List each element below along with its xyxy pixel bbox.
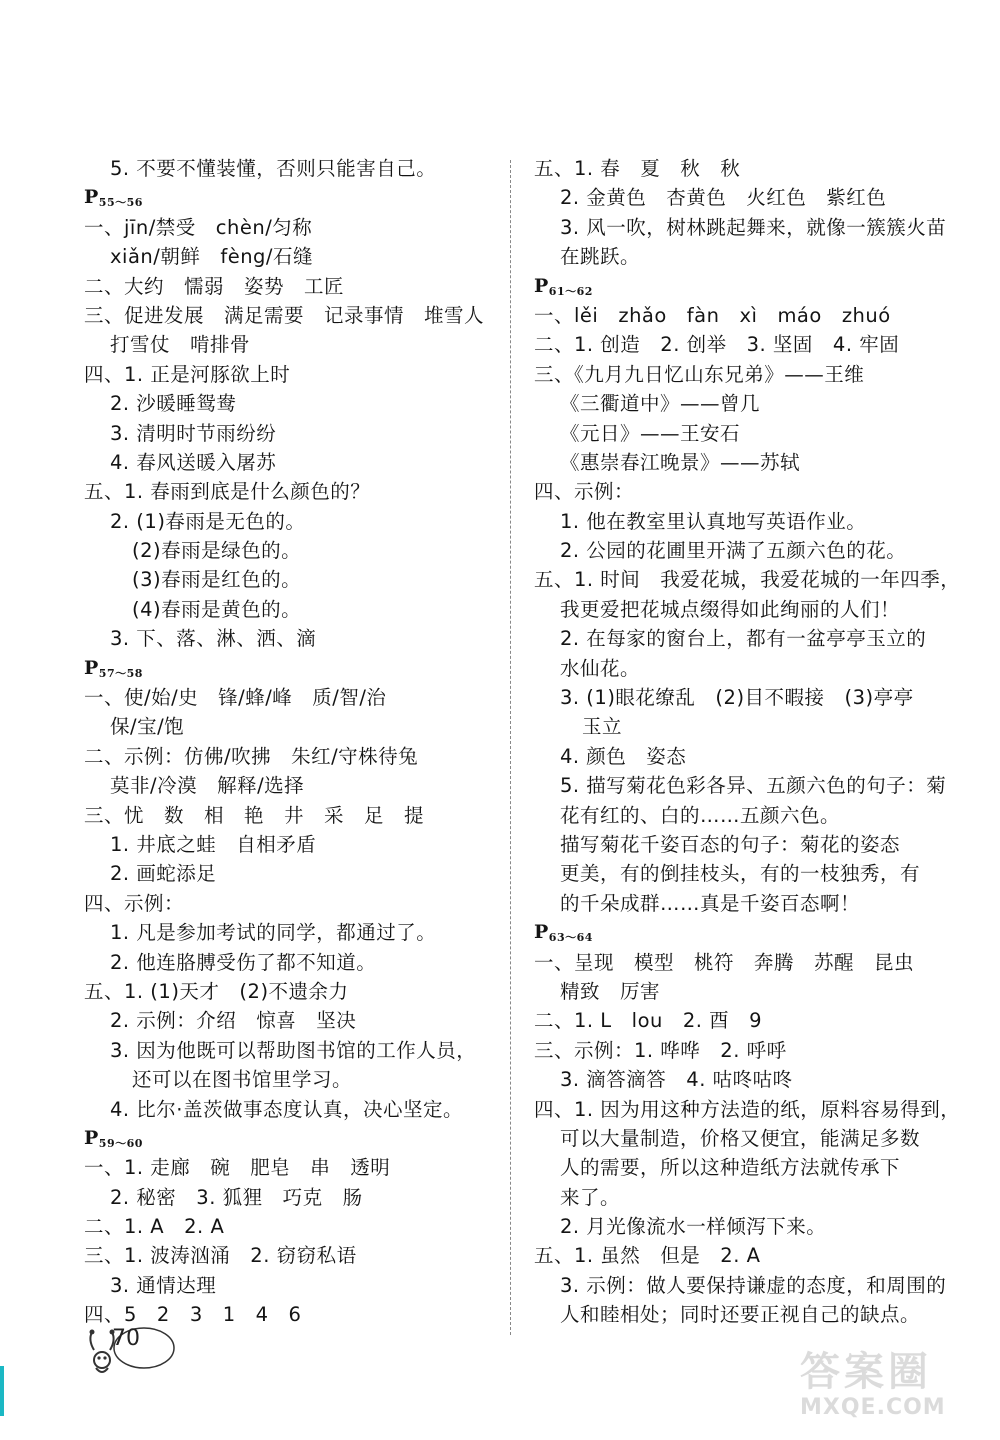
answer-line: 三、《九月九日忆山东兄弟》——王维 (534, 362, 865, 386)
page-range-numbers: 55～56 (98, 196, 143, 210)
page-range-numbers: 61～62 (548, 284, 593, 298)
page-range-heading (84, 183, 524, 212)
answer-line: 五、1. 春 夏 秋 秋 (534, 157, 741, 180)
answer-line: 描写菊花千姿百态的句子：菊花的姿态 (560, 832, 901, 856)
page-number: 70 (112, 1326, 140, 1351)
answer-line: 四、1. 因为用这种方法造的纸，原料容易得到， (534, 1097, 961, 1121)
answer-line: 2. 沙暖睡鸳鸯 (110, 392, 237, 416)
answer-line: 2. 金黄色 杏黄色 火红色 紫红色 (560, 186, 887, 210)
answer-line: 更美，有的倒挂枝头，有的一枝独秀，有 (560, 862, 921, 886)
answer-line: 2. 在每家的窗台上，都有一盆亭亭玉立的 (560, 627, 927, 651)
answer-line: 的千朵成群……真是千姿百态啊！ (560, 891, 861, 915)
answer-column-right (534, 154, 974, 1330)
answer-line: 3. 示例：做人要保持谦虚的态度，和周围的 (560, 1273, 947, 1297)
answer-line: 五、1. 时间 我爱花城，我爱花城的一年四季， (534, 568, 961, 592)
page-range-letter: P (534, 274, 549, 297)
answer-line: (4)春雨是黄色的。 (132, 597, 302, 621)
answer-line: 5. 描写菊花色彩各异、五颜六色的句子：菊 (560, 774, 947, 798)
answer-line: 《元日》——王安石 (560, 421, 741, 445)
answer-line: 保/宝/饱 (110, 715, 185, 739)
answer-line: (2)春雨是绿色的。 (132, 539, 302, 563)
answer-line: 二、大约 懦弱 姿势 工匠 (84, 274, 345, 298)
answer-line: 2. 他连胳膊受伤了都不知道。 (110, 950, 377, 974)
answer-line: 一、使/始/史 锋/蜂/峰 质/智/治 (84, 686, 387, 710)
watermark-logo (800, 1340, 980, 1430)
answer-line: 三、忧 数 相 艳 井 采 足 提 (84, 803, 425, 827)
answer-line: 2. 公园的花圃里开满了五颜六色的花。 (560, 539, 907, 563)
answer-line: 在跳跃。 (560, 245, 641, 269)
answer-line: 4. 颜色 姿态 (560, 744, 687, 768)
answer-line: 2. 秘密 3. 狐狸 巧克 肠 (110, 1185, 363, 1209)
answer-line: 2. 示例：介绍 惊喜 坚决 (110, 1009, 357, 1033)
answer-line: 2. 月光像流水一样倾泻下来。 (560, 1215, 827, 1239)
page-range-heading (534, 918, 974, 947)
watermark-title: 答案圈 (800, 1349, 932, 1395)
answer-line: 来了。 (560, 1185, 621, 1209)
page-range-numbers: 59～60 (98, 1136, 143, 1150)
answer-line: 一、jīn/禁受 chèn/匀称 (84, 215, 313, 239)
answer-column-left (84, 154, 524, 1330)
answer-line: 1. 凡是参加考试的同学，都通过了。 (110, 921, 437, 945)
page-range-numbers: 57～58 (98, 666, 143, 680)
answer-line: xiǎn/朝鲜 fèng/石缝 (110, 245, 314, 269)
answer-line: 四、1. 正是河豚欲上时 (84, 362, 291, 386)
answer-line: 一、1. 走廊 碗 肥皂 串 透明 (84, 1156, 391, 1180)
answer-line: 3. 通情达理 (110, 1273, 217, 1297)
answer-line: 3. 滴答滴答 4. 咕咚咕咚 (560, 1068, 793, 1092)
answer-line: 四、示例： (534, 480, 635, 504)
answer-line: 可以大量制造，价格又便宜，能满足多数 (560, 1126, 921, 1150)
answer-line: 五、1. (1)天才 (2)不遗余力 (84, 979, 349, 1003)
answer-line: 《三衢道中》——曾几 (560, 392, 761, 416)
page-range-heading (84, 1124, 524, 1153)
answer-line: 《惠崇春江晚景》——苏轼 (560, 450, 801, 474)
page-range-letter: P (534, 921, 549, 944)
answer-line: 五、1. 虽然 但是 2. A (534, 1244, 761, 1268)
answer-line: 4. 春风送暖入屠苏 (110, 450, 277, 474)
answer-line: 3. 因为他既可以帮助图书馆的工作人员， (110, 1038, 477, 1062)
page-range-letter: P (84, 186, 99, 209)
answer-line: 5. 不要不懂装懂，否则只能害自己。 (110, 157, 437, 180)
answer-line: 一、lěi zhǎo fàn xì máo zhuó (534, 303, 891, 327)
answer-line: 2. 画蛇添足 (110, 862, 217, 886)
answer-line: 二、示例：仿佛/吹拂 朱红/守株待兔 (84, 744, 419, 768)
answer-line: 1. 井底之蛙 自相矛盾 (110, 832, 317, 856)
answer-line: 3. 风一吹，树林跳起舞来，就像一簇簇火苗 (560, 215, 947, 239)
answer-line: 二、1. L lou 2. 酉 9 (534, 1009, 763, 1033)
answer-line: 4. 比尔·盖茨做事态度认真，决心坚定。 (110, 1097, 464, 1121)
answer-line: 二、1. A 2. A (84, 1215, 225, 1239)
answer-line: 打雪仗 啃排骨 (110, 333, 251, 357)
answer-line: 三、示例：1. 哗哗 2. 呼呼 (534, 1038, 787, 1062)
answer-line: 人的需要，所以这种造纸方法就传承下 (560, 1156, 901, 1180)
answer-line: 一、呈现 模型 桃符 奔腾 苏醒 昆虫 (534, 950, 915, 974)
answer-line: 2. (1)春雨是无色的。 (110, 509, 306, 533)
answer-line: 我更爱把花城点缀得如此绚丽的人们！ (560, 597, 901, 621)
answer-line: 三、促进发展 满足需要 记录事情 堆雪人 (84, 303, 485, 327)
answer-line: (3)春雨是红色的。 (132, 568, 302, 592)
answer-line: 3. 清明时节雨纷纷 (110, 421, 277, 445)
answer-line: 四、5 2 3 1 4 6 (84, 1303, 302, 1327)
answer-line: 玉立 (582, 715, 623, 739)
answer-line: 精致 厉害 (560, 979, 661, 1003)
answer-line: 五、1. 春雨到底是什么颜色的？ (84, 480, 371, 504)
corner-mark (0, 1366, 4, 1416)
answer-line: 莫非/冷漠 解释/选择 (110, 774, 305, 798)
answer-line: 花有红的、白的……五颜六色。 (560, 803, 841, 827)
answer-line: 1. 他在教室里认真地写英语作业。 (560, 509, 867, 533)
answer-line: 3. 下、落、淋、洒、滴 (110, 627, 317, 651)
page-range-letter: P (84, 1126, 99, 1149)
watermark-url: MXQE.COM (800, 1395, 946, 1420)
answer-line: 3. (1)眼花缭乱 (2)目不暇接 (3)亭亭 (560, 686, 914, 710)
answer-line: 水仙花。 (560, 656, 641, 680)
answer-line: 还可以在图书馆里学习。 (132, 1068, 353, 1092)
answer-line: 四、示例： (84, 891, 185, 915)
answer-line: 人和睦相处；同时还要正视自己的缺点。 (560, 1303, 921, 1327)
page-range-numbers: 63～64 (548, 931, 593, 945)
page-range-heading (534, 272, 974, 301)
answer-line: 三、1. 波涛汹涌 2. 窃窃私语 (84, 1244, 357, 1268)
page-range-letter: P (84, 656, 99, 679)
page-range-heading (84, 654, 524, 683)
answer-line: 二、1. 创造 2. 创举 3. 坚固 4. 牢固 (534, 333, 900, 357)
